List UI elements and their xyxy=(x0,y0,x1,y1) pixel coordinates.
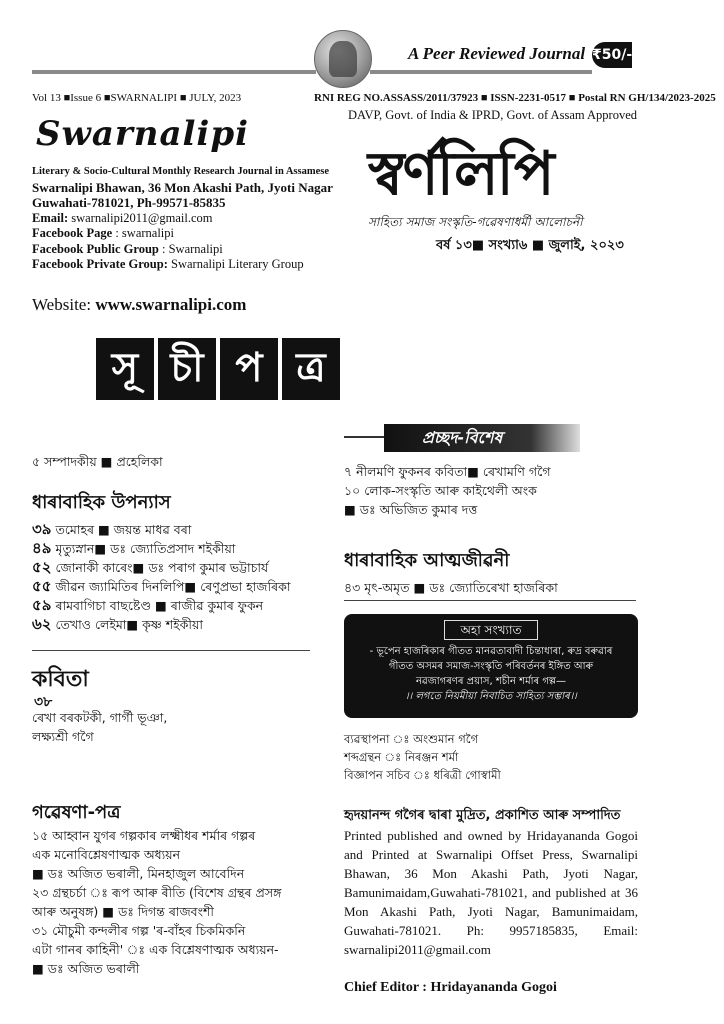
email-row xyxy=(32,211,352,227)
entry-page-number: ৩৯ xyxy=(32,520,52,538)
list-item: আৰু অনুষঙ্গ) ■ ডঃ দিগন্ত ৰাজবংশী xyxy=(32,904,214,919)
poetry-heading: কবিতা xyxy=(32,667,89,692)
fb-page-value: : swarnalipi xyxy=(112,226,174,240)
fb-private-row xyxy=(32,257,352,273)
entry-page-number: ৫৯ xyxy=(32,596,52,614)
next-issue-line: - ভূপেন হাজৰিকাৰ গীতত মানৱতাবাদী চিন্তাধাৰা, ৰুদ্ৰ বৰুৱাৰ xyxy=(369,646,613,657)
contents-title xyxy=(96,338,340,400)
cover-feature-list xyxy=(344,462,551,519)
brand-tagline: সাহিত্য সমাজ সংস্কৃতি-গৱেষণাধৰ্মী আলোচনী xyxy=(368,215,583,229)
address-line-1: Swarnalipi Bhawan, 36 Mon Akashi Path, Jyoti Nagar xyxy=(32,179,333,195)
list-item xyxy=(32,539,290,558)
contents-title-char: ত্ৰ xyxy=(282,338,340,400)
fb-page-label: Facebook Page xyxy=(32,226,113,240)
ad-credit: বিজ্ঞাপন সচিব ঃ ধৰিত্ৰী গোস্বামী xyxy=(344,768,501,782)
contents-title-char: চী xyxy=(158,338,216,400)
list-item: ৭ নীলমণি ফুকনৰ কবিতা■ ৰেখামণি গগৈ xyxy=(344,464,551,479)
chief-editor: Chief Editor : Hridayananda Gogoi xyxy=(344,980,557,995)
list-item: ৩১ মৌচুমী কন্দলীৰ গল্প 'ৰ-বাঁহৰ চিকমিকনি xyxy=(32,923,246,938)
fb-public-label: Facebook Public Group xyxy=(32,241,159,256)
entry-page-number: ৬২ xyxy=(32,615,52,633)
journal-description: Literary & Socio-Cultural Monthly Research Journal in Assamese xyxy=(32,166,329,177)
journal-emblem xyxy=(314,30,372,88)
email-label: Email: xyxy=(32,210,69,225)
brand-assamese-logo: স্বৰ্ণলিপি xyxy=(368,139,553,209)
list-item: ১৫ আহ্বান যুগৰ গল্পকাৰ লক্ষ্মীধৰ শৰ্মাৰ গল্পৰ xyxy=(32,828,256,843)
list-item: এটা গানৰ কাহিনী' ঃ এক বিশ্লেষণাত্মক অধ্যয়ন- xyxy=(32,942,279,957)
volume-line: Vol 13 ■Issue 6 ■SWARNALIPI ■ JULY, 2023 xyxy=(32,92,242,104)
price-badge: ₹50/- xyxy=(592,42,632,68)
publisher-info xyxy=(32,164,352,273)
entry-page-number: ৫২ xyxy=(32,558,52,576)
website-label: Website: xyxy=(32,295,96,314)
entry-page-number: ৫৫ xyxy=(32,577,52,595)
list-item xyxy=(32,558,290,577)
autobiography-heading: ধাৰাবাহিক আত্মজীৱনী xyxy=(344,550,510,571)
peer-reviewed-label: A Peer Reviewed Journal xyxy=(408,44,586,63)
cover-feature-banner: প্ৰচ্ছদ-বিশেষ xyxy=(384,424,580,452)
list-item: ১০ লোক-সংস্কৃতি আৰু কাইথেলী অংক xyxy=(344,483,537,498)
imprint-heading: হৃদয়ানন্দ গগৈৰ দ্বাৰা মুদ্ৰিত, প্ৰকাশিত আৰু সম্পাদিত xyxy=(344,808,621,823)
contents-title-char: প xyxy=(220,338,278,400)
list-item: ■ ডঃ অজিত ভৰালী xyxy=(32,961,140,976)
issue-line: বৰ্ষ ১৩■ সংখ্যা৬ ■ জুলাই, ২০২৩ xyxy=(436,238,624,253)
next-issue-line: ।। লগতে নিয়মীয়া নিবাচিত সাহিত্য সম্ভাৰ।। xyxy=(405,691,577,702)
header-rule-left xyxy=(32,70,316,74)
autobiography-entry: ৪৩ মৃৎ-অমৃত ■ ডঃ জ্যোতিৰেখা হাজৰিকা xyxy=(344,580,558,595)
poetry-page-number: ৩৮ xyxy=(34,694,53,710)
typesetter-credit: শব্দগ্ৰন্থন ঃ নিৰঞ্জন শৰ্মা xyxy=(344,750,459,764)
list-item: এক মনোবিশ্লেষণাত্মক অধ্যয়ন xyxy=(32,847,181,862)
poetry-line: ৰেখা বৰকটকী, গাৰ্গী ভূঞা, xyxy=(32,710,168,725)
section-divider xyxy=(32,650,310,651)
fb-private-label: Facebook Private Group: xyxy=(32,257,168,271)
poetry-authors xyxy=(32,708,167,746)
list-item xyxy=(32,596,290,615)
fb-page-row xyxy=(32,226,352,242)
serial-novel-list xyxy=(32,520,290,634)
entry-text: জীৱন জ্যামিতিৰ দিনলিপি■ ৰেণুপ্ৰভা হাজৰিকা xyxy=(51,579,291,594)
next-issue-line: গীতত অসমৰ সমাজ-সংস্কৃতি পৰিবৰ্তনৰ ইঙ্গিত আৰু xyxy=(388,661,594,672)
manager-credit: ব্যৱস্থাপনা ঃ অংশুমান গগৈ xyxy=(344,732,479,746)
rni-line: RNI REG NO.ASSASS/2011/37923 ■ ISSN-2231-0517 ■ Postal RN GH/134/2023-2025 xyxy=(314,92,716,104)
next-issue-title: অহা সংখ্যাত xyxy=(444,620,538,640)
imprint-text: Printed published and owned by Hridayananda Gogoi and Printed at Swarnalipi Offset Press, Swarnalipi Bhawan, 36 Mon Akashi Path, Jyoti Nagar, Bamunimaidam,Guwahati-781021, and published at 36 Mon Akashi Path, Jyoti Nagar, Bamunimaidam, Guwahati-781021. Ph: 9957185835, Email: swarnalipi2011@gmail.com xyxy=(344,828,638,957)
list-item: ■ ডঃ অজিত ভৰালী, মিনহাজুল আবেদিন xyxy=(32,866,245,881)
website-url: www.swarnalipi.com xyxy=(95,295,247,314)
section-divider xyxy=(344,600,636,601)
editorial-entry: ৫ সম্পাদকীয় ■ প্ৰহেলিকা xyxy=(32,454,163,469)
poetry-line: লক্ষ্যশ্ৰী গগৈ xyxy=(32,729,94,744)
research-list xyxy=(32,826,322,978)
fb-public-row xyxy=(32,242,352,258)
entry-text: ৰামবাগিচা বাছষ্টেণ্ড ■ ৰাজীৱ কুমাৰ ফুকন xyxy=(51,598,264,613)
list-item: ■ ডঃ অভিজিত কুমাৰ দত্ত xyxy=(344,502,478,517)
next-issue-line: নৱজাগৰণৰ প্ৰয়াস, শচীন শৰ্মাৰ গল্প— xyxy=(415,676,567,687)
list-item: ২৩ গ্ৰন্থচৰ্চা ঃ ৰূপ আৰু ৰীতি (বিশেষ গ্ৰন্থৰ প্ৰসঙ্গ xyxy=(32,885,282,900)
address-line-2: Guwahati-781021, Ph-99571-85835 xyxy=(32,195,226,210)
header-rule-right xyxy=(370,70,592,74)
fb-private-value: Swarnalipi Literary Group xyxy=(167,257,304,271)
entry-text: মৃত্যুস্নান■ ডঃ জ্যোতিপ্ৰসাদ শইকীয়া xyxy=(51,541,236,556)
entry-text: তমোহৰ ■ জয়ন্ত মাধৱ বৰা xyxy=(51,522,192,537)
staff-credits xyxy=(344,730,501,784)
website-row xyxy=(32,295,246,315)
approval-line: DAVP, Govt. of India & IPRD, Govt. of Assam Approved xyxy=(348,108,638,122)
research-heading: গৱেষণা-পত্ৰ xyxy=(32,802,121,823)
serial-novel-heading: ধাৰাবাহিক উপন্যাস xyxy=(32,492,171,513)
banner-rule xyxy=(344,436,384,438)
email-value: swarnalipi2011@gmail.com xyxy=(68,210,213,225)
entry-text: জোনাকী কাৰেং■ ডঃ পৰাগ কুমাৰ ভট্টাচাৰ্য xyxy=(51,560,269,575)
entry-text: তেখাও লেইমা■ কৃষ্ণ শইকীয়া xyxy=(51,617,203,632)
entry-page-number: ৪৯ xyxy=(32,539,52,557)
list-item xyxy=(32,615,290,634)
contents-title-char: সূ xyxy=(96,338,154,400)
fb-public-value: : Swarnalipi xyxy=(158,241,223,256)
next-issue-box xyxy=(344,614,638,718)
brand-english-logo: Swarnalipi xyxy=(36,114,250,154)
list-item xyxy=(32,577,290,596)
next-issue-text xyxy=(356,644,626,704)
list-item xyxy=(32,520,290,539)
